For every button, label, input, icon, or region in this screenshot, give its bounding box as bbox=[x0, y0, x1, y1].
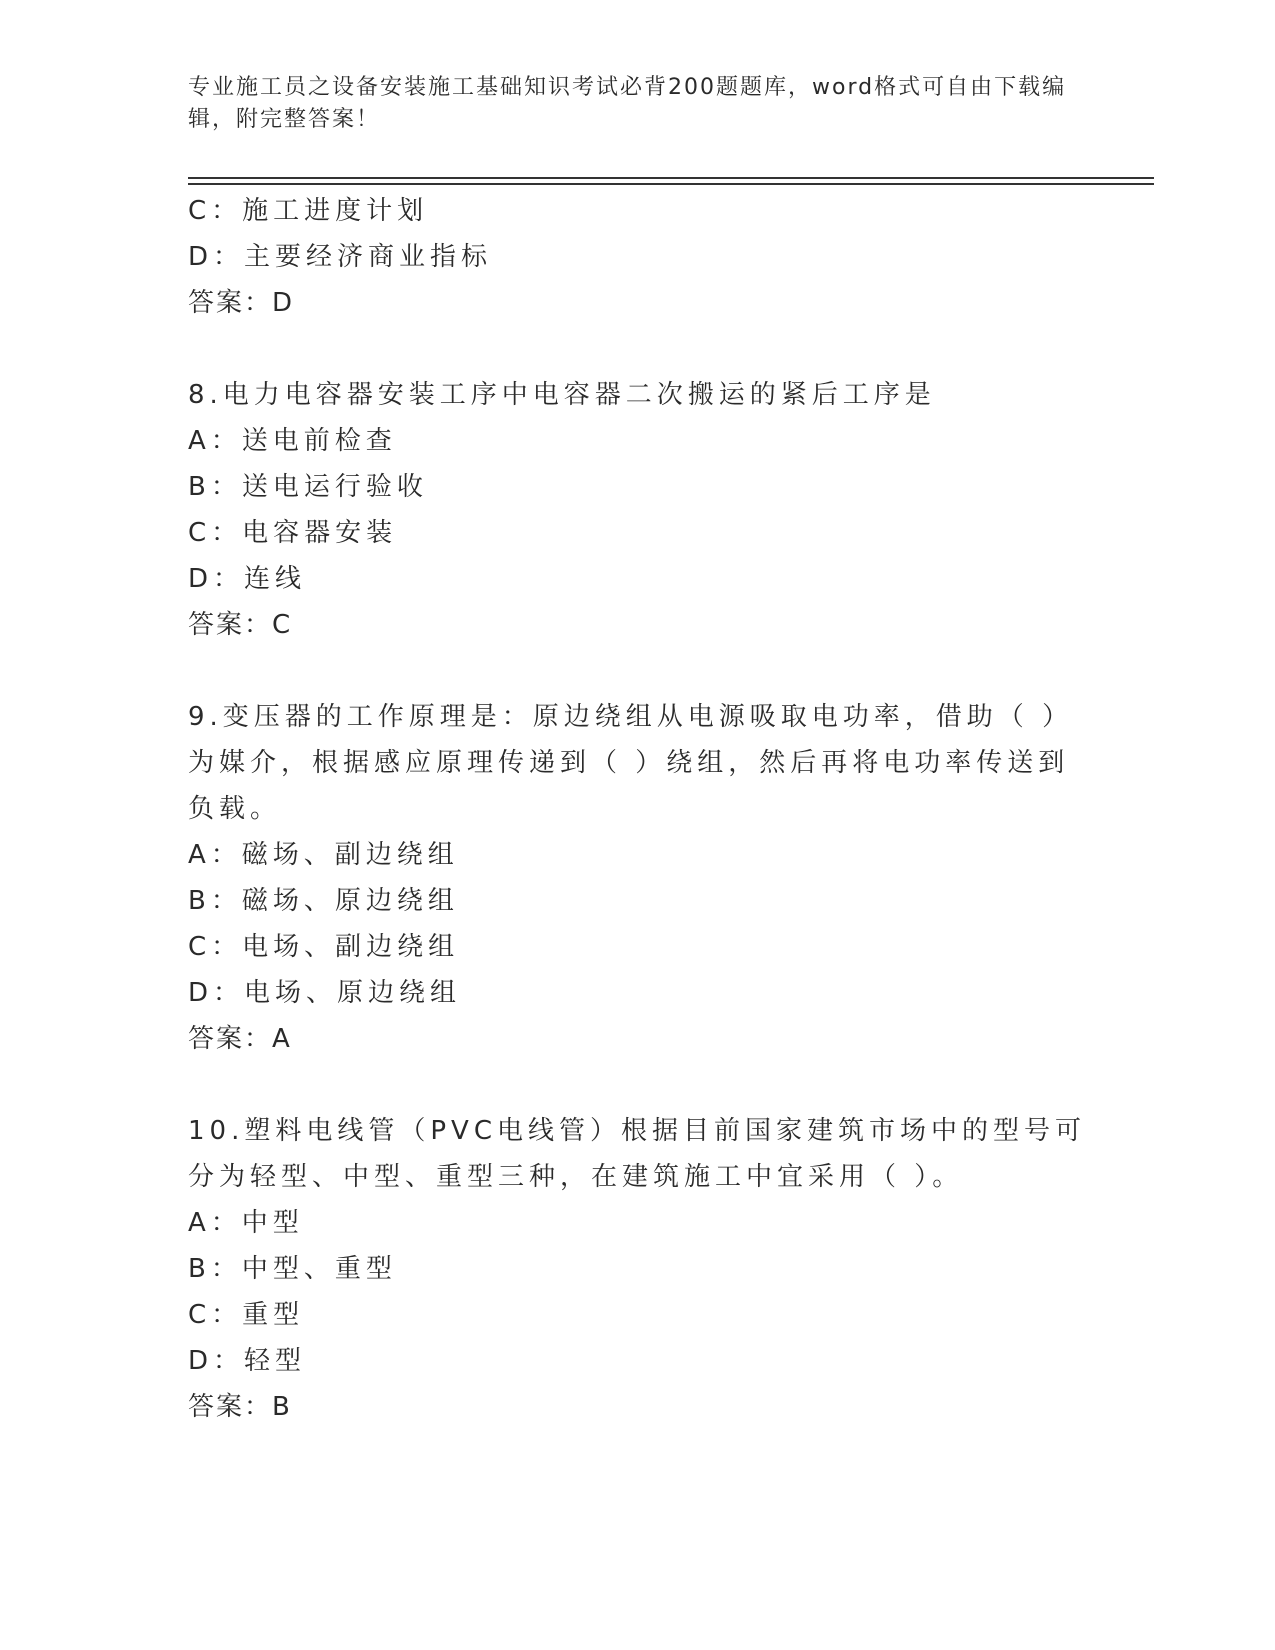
question-block-7 bbox=[188, 188, 1088, 326]
question-text: 10.塑料电线管（PVC电线管）根据目前国家建筑市场中的型号可分为轻型、中型、重型三种，在建筑施工中宜采用（ ）。 bbox=[188, 1116, 1086, 1192]
option-b: B：送电运行验收 bbox=[188, 472, 428, 502]
option-d: D：电场、原边绕组 bbox=[188, 978, 462, 1008]
question-block-8 bbox=[188, 372, 1088, 648]
question-text: 8.电力电容器安装工序中电容器二次搬运的紧后工序是 bbox=[188, 380, 936, 410]
answer-line: 答案：A bbox=[188, 1024, 292, 1054]
option-d: D：主要经济商业指标 bbox=[188, 242, 493, 272]
answer-line: 答案：D bbox=[188, 288, 295, 318]
option-b: B：中型、重型 bbox=[188, 1254, 397, 1284]
header-divider-bottom bbox=[188, 183, 1154, 185]
answer-line: 答案：B bbox=[188, 1392, 292, 1422]
header-divider-top bbox=[188, 177, 1154, 179]
option-d: D：轻型 bbox=[188, 1346, 307, 1376]
option-c: C：施工进度计划 bbox=[188, 196, 429, 226]
option-c: C：重型 bbox=[188, 1300, 305, 1330]
option-a: A：中型 bbox=[188, 1208, 304, 1238]
option-d: D：连线 bbox=[188, 564, 307, 594]
option-a: A：磁场、副边绕组 bbox=[188, 840, 459, 870]
option-c: C：电容器安装 bbox=[188, 518, 398, 548]
option-c: C：电场、副边绕组 bbox=[188, 932, 460, 962]
answer-line: 答案：C bbox=[188, 610, 293, 640]
option-b: B：磁场、原边绕组 bbox=[188, 886, 459, 916]
question-block-10 bbox=[188, 1108, 1088, 1430]
question-list bbox=[188, 188, 1088, 1430]
question-text: 9.变压器的工作原理是：原边绕组从电源吸取电功率，借助（ ）为媒介，根据感应原理传递到（ ）绕组，然后再将电功率传送到负载。 bbox=[188, 702, 1074, 824]
question-block-9 bbox=[188, 694, 1088, 1062]
option-a: A：送电前检查 bbox=[188, 426, 397, 456]
document-header-title: 专业施工员之设备安装施工基础知识考试必背200题题库，word格式可自由下载编辑，附完整答案！ bbox=[188, 75, 1067, 132]
